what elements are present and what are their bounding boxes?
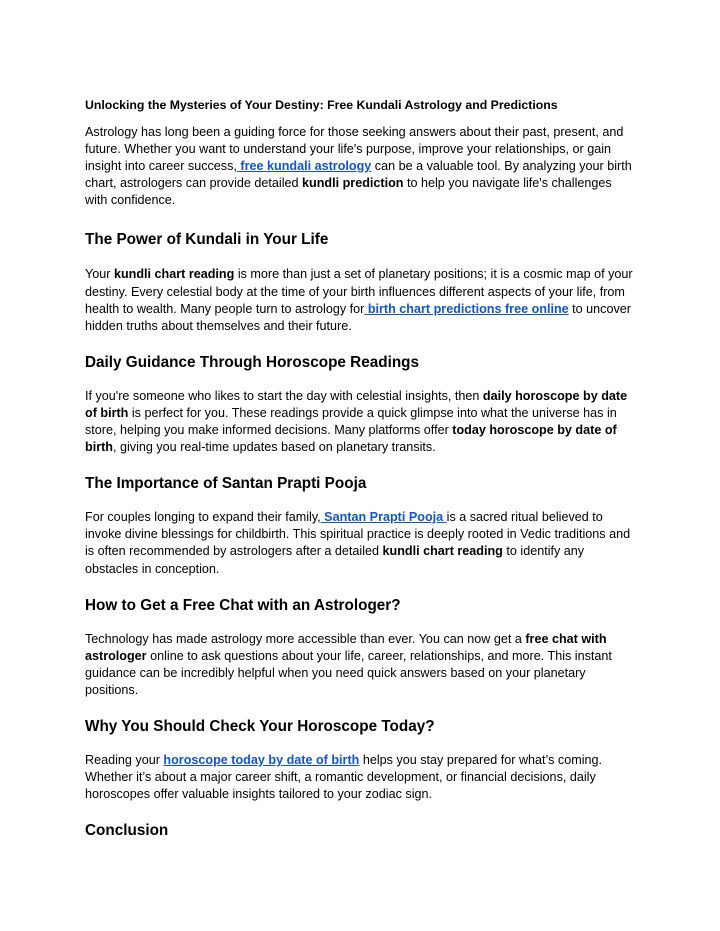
chat-paragraph	[85, 631, 637, 699]
daily-paragraph	[85, 388, 637, 456]
why-text-2: helps you stay prepared for what’s coming. Whether it’s about a major career shift, a romantic development, or financial decisions, daily horoscopes offer valuable insights tailored to your zodiac sign.	[85, 752, 603, 802]
daily-bold-1: daily horoscope by date of birth	[85, 388, 628, 420]
intro-text-3: to help you navigate life's challenges with confidence.	[85, 176, 612, 208]
santan-bold-kundli-chart-reading: kundli chart reading	[382, 544, 503, 559]
document-page	[85, 96, 637, 841]
free-kundali-astrology-link[interactable]: free kundali astrology	[236, 159, 372, 174]
birth-chart-predictions-link[interactable]: birth chart predictions free online	[364, 301, 569, 316]
intro-paragraph	[85, 124, 637, 209]
chat-bold-free-chat: free chat with astrologer	[85, 631, 607, 663]
intro-bold-kundli-prediction: kundli prediction	[302, 176, 404, 191]
heading-conclusion: Conclusion	[85, 822, 169, 840]
power-paragraph	[85, 266, 637, 334]
why-paragraph	[85, 752, 637, 803]
heading-daily-guidance: Daily Guidance Through Horoscope Readings	[85, 353, 420, 371]
chat-text-1: Technology has made astrology more accessible than ever. You can now get a	[85, 631, 526, 646]
heading-santan-prapti-pooja: The Importance of Santan Prapti Pooja	[85, 475, 367, 493]
santan-paragraph	[85, 509, 637, 577]
intro-text-1: Astrology has long been a guiding force for those seeking answers about their past, present, and future. Whether you want to understand your life's purpose, improve your relationships, or gain insight into career success,	[85, 125, 624, 174]
heading-check-horoscope-today: Why You Should Check Your Horoscope Today?	[85, 717, 435, 735]
santan-prapti-pooja-link[interactable]: Santan Prapti Pooja	[320, 510, 447, 525]
santan-text-3: to identify any obstacles in conception.	[85, 544, 585, 576]
daily-text-2: is perfect for you. These readings provide a quick glimpse into what the universe has in store, helping you make informed decisions. Many platforms offer	[85, 405, 617, 438]
daily-text-3: , giving you real-time updates based on planetary transits.	[112, 440, 436, 455]
intro-text-2: can be a valuable tool. By analyzing your birth chart, astrologers can provide detailed	[85, 159, 632, 191]
chat-text-2: online to ask questions about your life, career, relationships, and more. This instant guidance can be incredibly helpful when you need quick answers based on your planetary positions.	[85, 648, 612, 697]
power-text-3: to uncover hidden truths about themselves and their future.	[85, 301, 631, 333]
daily-bold-2: today horoscope by date of birth	[85, 423, 617, 455]
power-text-1: Your	[85, 267, 114, 282]
power-bold-kundli-chart-reading: kundli chart reading	[113, 267, 235, 282]
santan-text-2: is a sacred ritual believed to invoke divine blessings for childbirth. This spiritual practice is deeply rooted in Vedic traditions and is often recommended by astrologers after a detailed	[85, 510, 631, 559]
heading-free-chat: How to Get a Free Chat with an Astrologer?	[85, 596, 401, 614]
horoscope-today-link[interactable]: horoscope today by date of birth	[163, 752, 360, 767]
daily-text-1: If you're someone who likes to start the day with celestial insights, then	[85, 388, 483, 403]
heading-power-of-kundali: The Power of Kundali in Your Life	[85, 231, 329, 249]
power-text-2: is more than just a set of planetary positions; it is a cosmic map of your destiny. Every celestial body at the time of your birth influences different aspects of your life, from health to wealth. Many people turn to astrology for	[85, 267, 633, 316]
why-text-1: Reading your	[85, 752, 164, 767]
santan-text-1: For couples longing to expand their family,	[85, 510, 321, 525]
document-title: Unlocking the Mysteries of Your Destiny: Free Kundali Astrology and Predictions	[85, 98, 558, 112]
